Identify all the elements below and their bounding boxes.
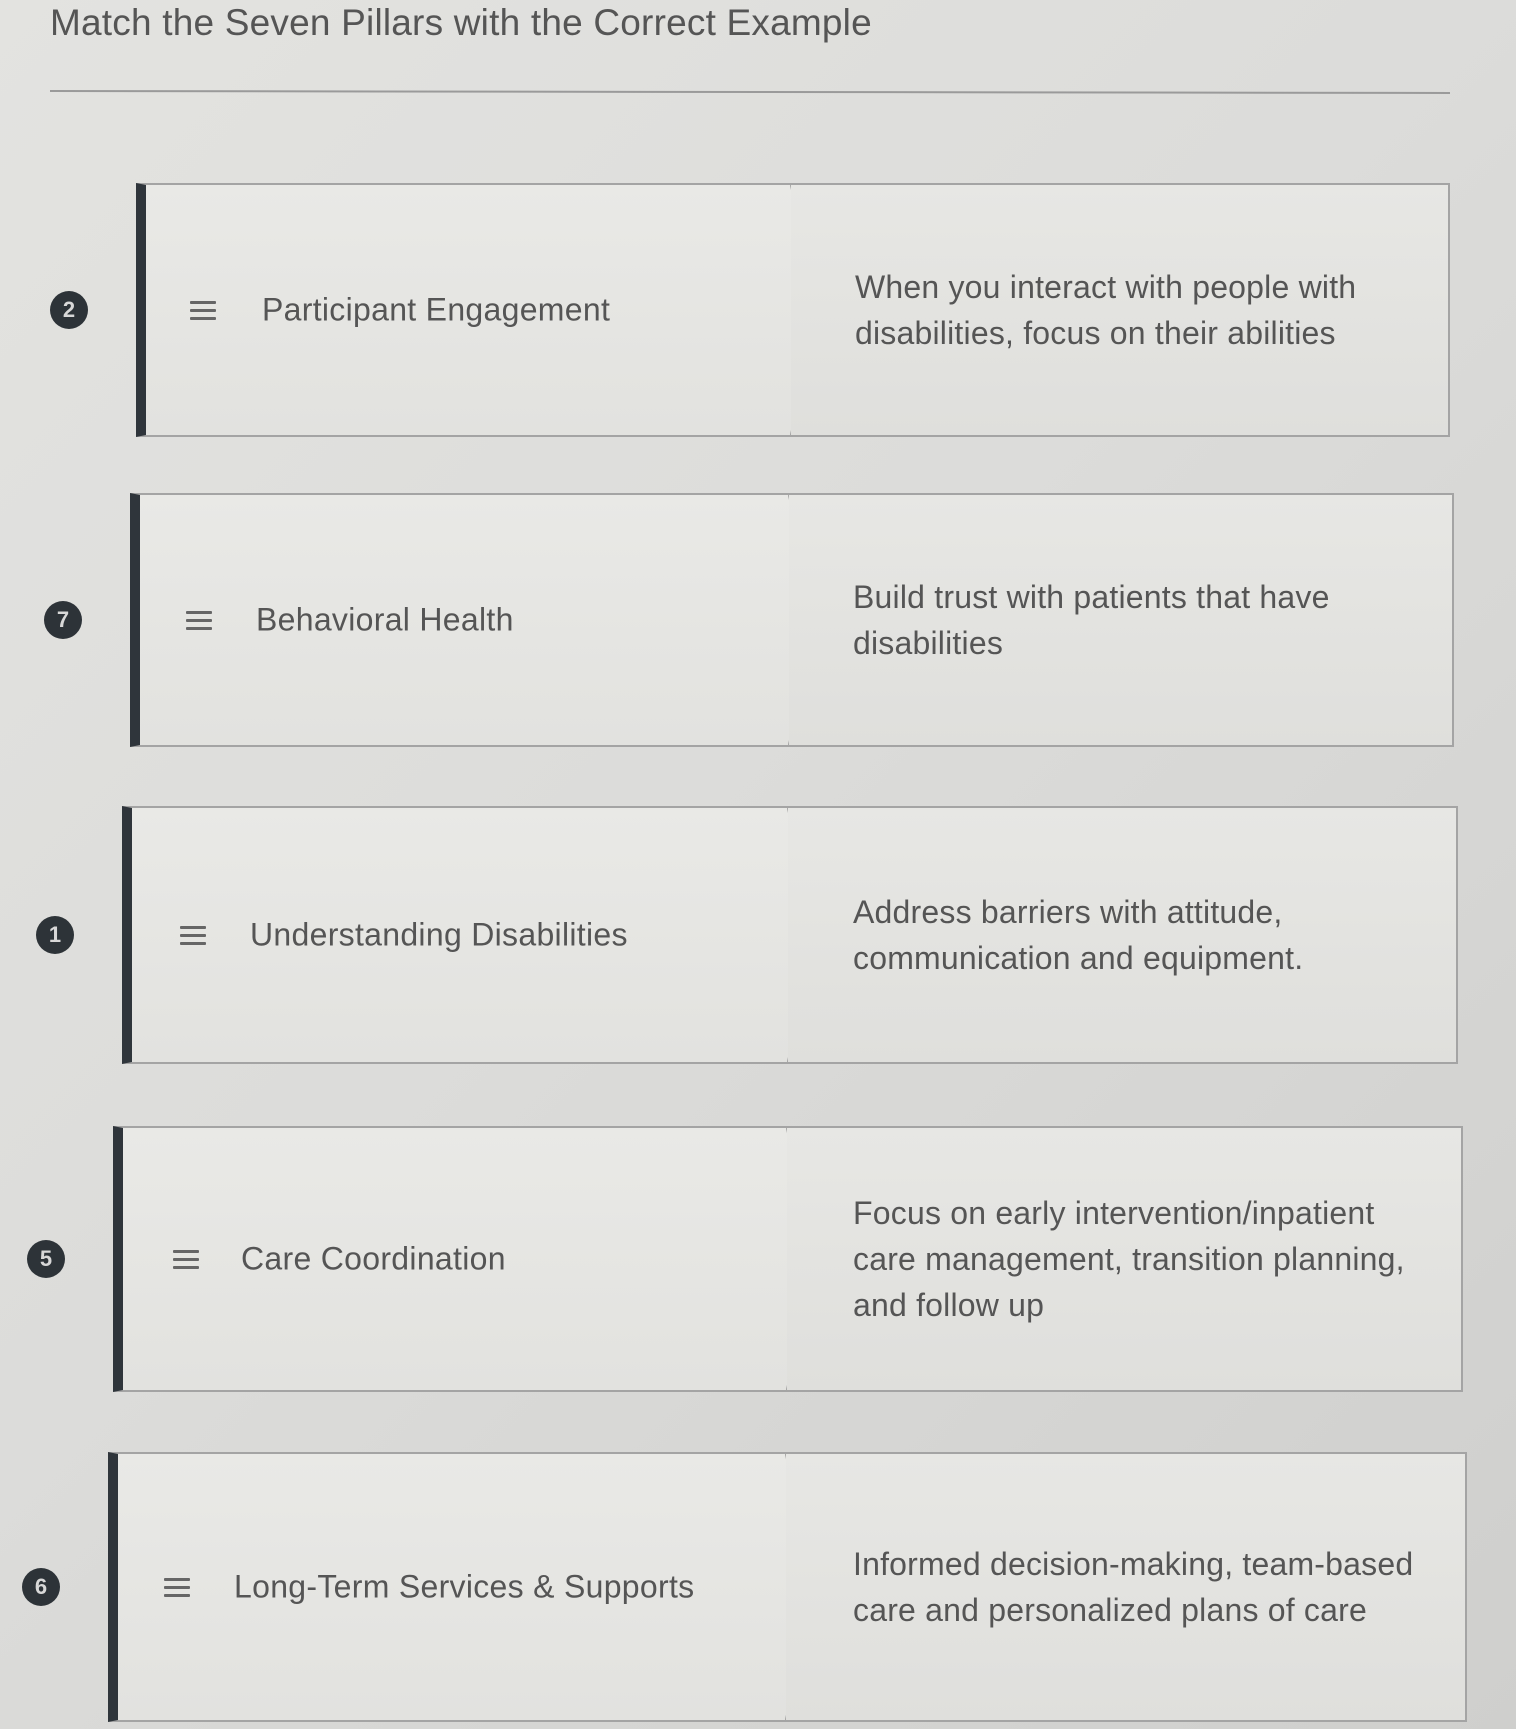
match-row xyxy=(0,1452,1467,1722)
pillar-label: Care Coordination xyxy=(241,1240,506,1277)
example-card xyxy=(786,1452,1467,1722)
order-badge: 7 xyxy=(44,601,82,639)
pillar-label: Participant Engagement xyxy=(262,291,611,328)
pillar-label: Understanding Disabilities xyxy=(250,916,628,953)
example-text: Address barriers with attitude, communication and equipment. xyxy=(853,894,1304,976)
pillar-card-participant-engagement[interactable] xyxy=(136,183,791,437)
match-row xyxy=(0,1126,1463,1392)
match-row xyxy=(0,183,1450,437)
pillar-card-care-coordination[interactable] xyxy=(113,1126,787,1392)
example-text: Informed decision-making, team-based care and personalized plans of care xyxy=(853,1546,1414,1628)
example-text: Focus on early intervention/inpatient care management, transition planning, and follow up xyxy=(853,1195,1405,1323)
pillar-card-long-term-services-supports[interactable] xyxy=(108,1452,786,1722)
order-badge: 6 xyxy=(22,1568,60,1606)
pillar-card-understanding-disabilities[interactable] xyxy=(122,806,788,1064)
pillar-card-behavioral-health[interactable] xyxy=(130,493,789,747)
example-card xyxy=(787,1126,1463,1392)
pillar-label: Behavioral Health xyxy=(256,601,514,638)
example-card xyxy=(788,806,1458,1064)
drag-handle-icon[interactable] xyxy=(180,921,206,949)
drag-handle-icon[interactable] xyxy=(164,1573,190,1601)
example-text: When you interact with people with disabilities, focus on their abilities xyxy=(855,269,1357,351)
order-badge: 1 xyxy=(36,916,74,954)
drag-handle-icon[interactable] xyxy=(186,606,212,634)
example-card xyxy=(791,183,1450,437)
example-text: Build trust with patients that have disabilities xyxy=(853,579,1330,661)
page-title: Match the Seven Pillars with the Correct Example xyxy=(50,2,872,43)
drag-handle-icon[interactable] xyxy=(173,1245,199,1273)
drag-handle-icon[interactable] xyxy=(190,296,216,324)
order-badge: 2 xyxy=(50,291,88,329)
pillar-label: Long-Term Services & Supports xyxy=(234,1568,695,1605)
order-badge: 5 xyxy=(27,1240,65,1278)
example-card xyxy=(789,493,1454,747)
match-row xyxy=(0,806,1458,1064)
match-row xyxy=(0,493,1454,747)
